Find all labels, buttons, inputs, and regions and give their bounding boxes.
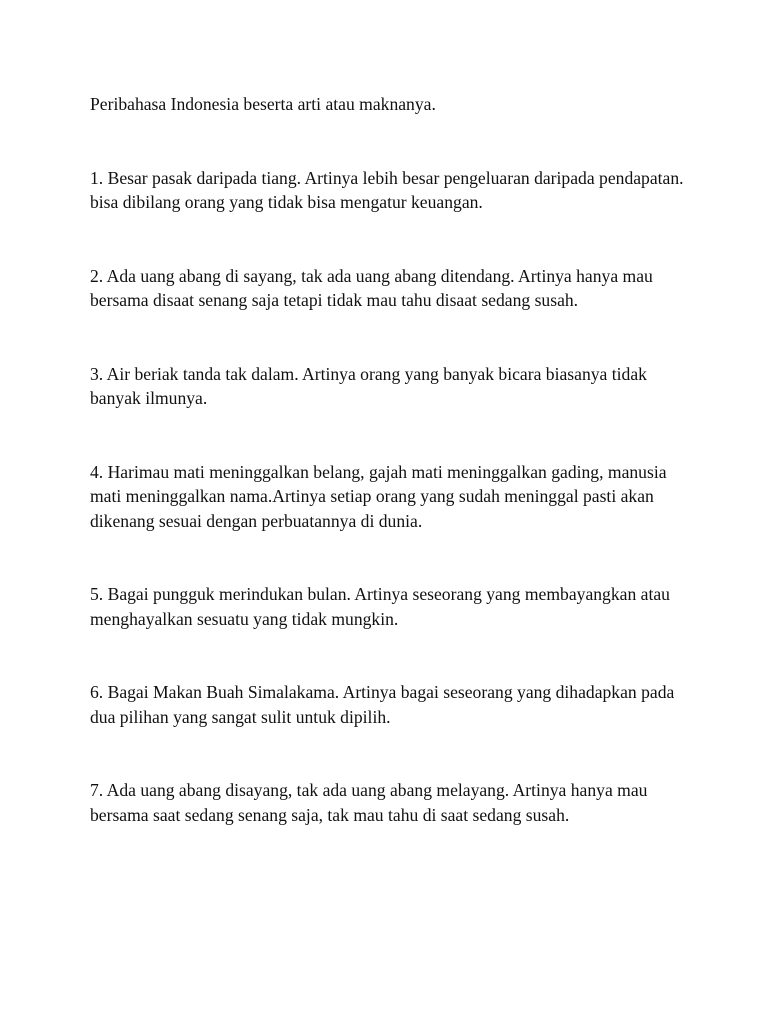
document-title: Peribahasa Indonesia beserta arti atau maknanya.	[90, 94, 436, 114]
proverb-item-4: 4. Harimau mati meninggalkan belang, gajah mati meninggalkan gading, manusia mati meninggalkan nama.Artinya setiap orang yang sudah meninggal pasti akan dikenang sesuai dengan perbuatannya di dunia.	[90, 461, 667, 531]
document-body	[90, 92, 690, 876]
proverb-item-1: 1. Besar pasak daripada tiang. Artinya lebih besar pengeluaran daripada pendapatan. bisa dibilang orang yang tidak bisa mengatur keuangan.	[90, 167, 684, 212]
proverb-item-3: 3. Air beriak tanda tak dalam. Artinya orang yang banyak bicara biasanya tidak banyak ilmunya.	[90, 363, 647, 408]
proverb-item-7: 7. Ada uang abang disayang, tak ada uang abang melayang. Artinya hanya mau bersama saat sedang senang saja, tak mau tahu di saat sedang susah.	[90, 780, 648, 825]
proverb-item-5: 5. Bagai pungguk merindukan bulan. Artinya seseorang yang membayangkan atau menghayalkan sesuatu yang tidak mungkin.	[90, 584, 670, 629]
proverb-item-6: 6. Bagai Makan Buah Simalakama. Artinya bagai seseorang yang dihadapkan pada dua pilihan yang sangat sulit untuk dipilih.	[90, 682, 675, 727]
proverb-item-2: 2. Ada uang abang di sayang, tak ada uang abang ditendang. Artinya hanya mau bersama disaat senang saja tetapi tidak mau tahu disaat sedang susah.	[90, 265, 653, 310]
